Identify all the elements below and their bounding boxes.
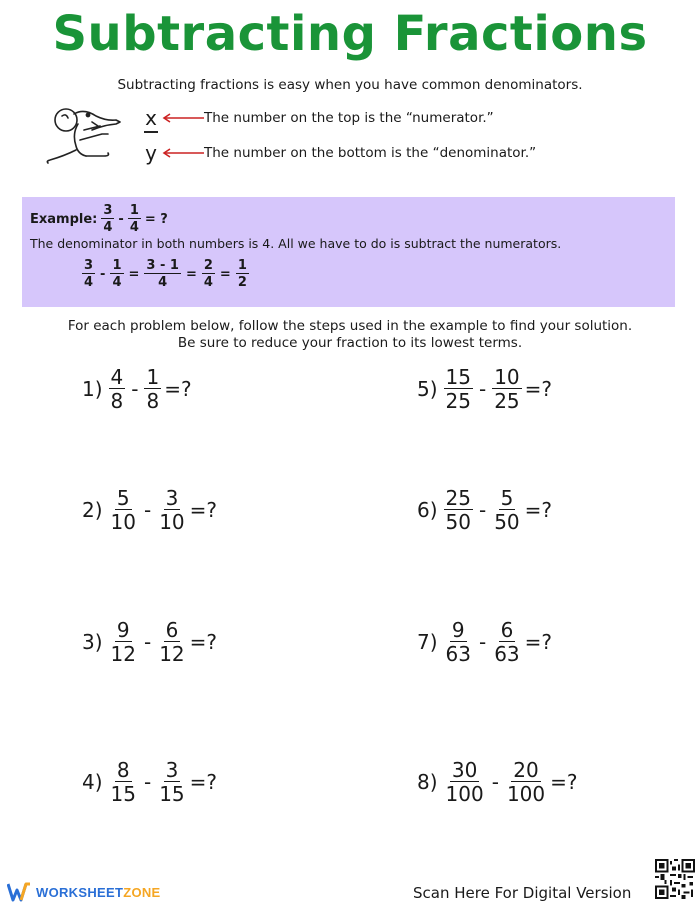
denominator: 63: [494, 642, 520, 666]
numerator: 8: [116, 758, 130, 782]
example-fraction-b: [128, 204, 141, 234]
denominator: 4: [84, 275, 94, 290]
instructions-line-1: For each problem below, follow the steps used in the example to find your solution.: [67, 318, 633, 334]
numerator: 5: [116, 486, 130, 510]
problem-number: 6): [417, 498, 438, 522]
denominator: 10: [110, 510, 136, 534]
equals-sign: =: [128, 266, 140, 282]
denominator: 50: [494, 510, 520, 534]
left-arrow-icon: [162, 148, 204, 158]
problem-number: 5): [417, 377, 438, 401]
numerator: 5: [500, 486, 514, 510]
problem-fraction-b: [144, 367, 161, 411]
numerator: 3: [103, 203, 113, 218]
minus-sign: -: [478, 630, 487, 654]
problem-fraction-b: [157, 620, 186, 664]
solution-fraction-a: [82, 259, 95, 289]
denominator: 12: [110, 642, 136, 666]
numerator-note: The number on the top is the “numerator.”: [204, 110, 494, 126]
minus-sign: -: [478, 377, 487, 401]
numerator: 6: [165, 618, 179, 642]
numerator: 9: [451, 618, 465, 642]
example-label: Example:: [30, 211, 98, 227]
equals-question: =?: [189, 770, 218, 794]
numerator: 1: [129, 203, 139, 218]
minus-sign: -: [143, 630, 152, 654]
minus-sign: -: [118, 211, 124, 227]
problem-3: [82, 620, 217, 664]
instructions-line-2: Be sure to reduce your fraction to its lowest terms.: [177, 335, 523, 351]
logo-text-zone: ZONE: [123, 884, 161, 900]
problem-5: [417, 367, 552, 411]
denominator: 2: [237, 275, 247, 290]
problem-fraction-b: [492, 620, 521, 664]
mouse-illustration: [44, 100, 126, 172]
left-arrow-icon: [162, 113, 204, 123]
example-header: [30, 204, 168, 234]
equals-question: =?: [189, 498, 218, 522]
logo-w-icon: [7, 882, 31, 902]
denominator: 8: [110, 389, 124, 413]
denominator: 15: [110, 782, 136, 806]
problem-fraction-a: [444, 620, 473, 664]
numerator: 20: [513, 758, 539, 782]
numerator: 2: [203, 258, 213, 273]
denominator: 25: [494, 389, 520, 413]
problem-fraction-b: [492, 488, 521, 532]
denominator: 100: [506, 782, 546, 806]
worksheetzone-logo: [7, 880, 161, 904]
equals-question: =?: [524, 498, 553, 522]
numerator: 4: [110, 365, 124, 389]
intro-text: Subtracting fractions is easy when you have common denominators.: [117, 77, 583, 93]
problem-fraction-a: [444, 760, 486, 804]
numerator: 1: [237, 258, 247, 273]
problem-fraction-a: [109, 760, 138, 804]
equals-sign: =: [185, 266, 197, 282]
denominator: 25: [445, 389, 471, 413]
minus-sign: -: [491, 770, 499, 794]
numerator: 10: [494, 365, 520, 389]
denominator: 4: [112, 275, 122, 290]
denominator: 12: [159, 642, 185, 666]
instructions: [0, 318, 700, 352]
equals-sign: =: [219, 266, 231, 282]
denominator: 100: [445, 782, 484, 806]
denominator: 63: [445, 642, 471, 666]
scan-text: Scan Here For Digital Version: [413, 884, 632, 902]
problem-fraction-b: [492, 367, 521, 411]
problem-fraction-a: [109, 488, 138, 532]
denominator: 4: [203, 275, 213, 290]
numerator: 30: [451, 758, 478, 782]
denominator: 8: [146, 389, 160, 413]
problem-4: [82, 760, 217, 804]
problem-fraction-b: [505, 760, 547, 804]
numerator-symbol: x: [145, 106, 157, 130]
denominator: 4: [158, 275, 168, 290]
problem-fraction-b: [157, 488, 186, 532]
minus-sign: -: [131, 377, 139, 401]
problem-fraction-a: [109, 620, 138, 664]
fraction-bar: [144, 131, 158, 133]
logo-text-worksheet: WORKSHEET: [36, 884, 124, 900]
numerator: 25: [445, 486, 471, 510]
minus-sign: -: [143, 770, 152, 794]
denominator: 10: [159, 510, 185, 534]
numerator: 9: [116, 618, 130, 642]
denominator: 50: [445, 510, 471, 534]
minus-sign: -: [478, 498, 487, 522]
denominator-note: The number on the bottom is the “denominator.”: [204, 145, 537, 161]
problem-number: 4): [82, 770, 103, 794]
problem-6: [417, 488, 552, 532]
minus-sign: -: [143, 498, 152, 522]
denominator: 4: [129, 220, 139, 235]
problem-7: [417, 620, 552, 664]
denominator: 15: [159, 782, 185, 806]
equals-question: =?: [550, 770, 578, 794]
problem-2: [82, 488, 217, 532]
numerator: 3: [165, 758, 179, 782]
equals-question: =?: [164, 377, 192, 401]
minus-sign: -: [100, 266, 106, 282]
problem-1: [82, 367, 192, 411]
problem-number: 2): [82, 498, 103, 522]
problem-number: 7): [417, 630, 438, 654]
solution-step-fraction: [144, 259, 181, 289]
example-solution: [82, 259, 249, 289]
problem-fraction-a: [444, 367, 473, 411]
numerator: 6: [500, 618, 514, 642]
problem-8: [417, 760, 578, 804]
example-fraction-a: [101, 204, 114, 234]
problem-fraction-b: [157, 760, 186, 804]
numerator: 1: [112, 258, 122, 273]
problem-fraction-a: [444, 488, 473, 532]
equals-question: =?: [524, 377, 553, 401]
equals-question: = ?: [144, 211, 168, 227]
equals-question: =?: [524, 630, 553, 654]
solution-reduced-fraction: [236, 259, 249, 289]
numerator: 15: [445, 365, 471, 389]
problem-number: 3): [82, 630, 103, 654]
example-explanation: The denominator in both numbers is 4. All we have to do is subtract the numerators.: [30, 236, 562, 251]
numerator: 3: [165, 486, 179, 510]
page-title: Subtracting Fractions: [52, 6, 648, 62]
numerator: 3 - 1: [146, 258, 179, 273]
equals-question: =?: [189, 630, 218, 654]
solution-fraction-b: [110, 259, 123, 289]
problem-fraction-a: [109, 367, 126, 411]
qr-code-icon[interactable]: [655, 859, 695, 899]
example-box: [22, 197, 675, 307]
denominator-symbol: y: [145, 141, 157, 165]
problem-number: 1): [82, 377, 103, 401]
solution-result-fraction: [202, 259, 215, 289]
numerator: 1: [146, 365, 160, 389]
problem-number: 8): [417, 770, 438, 794]
numerator: 3: [84, 258, 94, 273]
denominator: 4: [103, 220, 113, 235]
